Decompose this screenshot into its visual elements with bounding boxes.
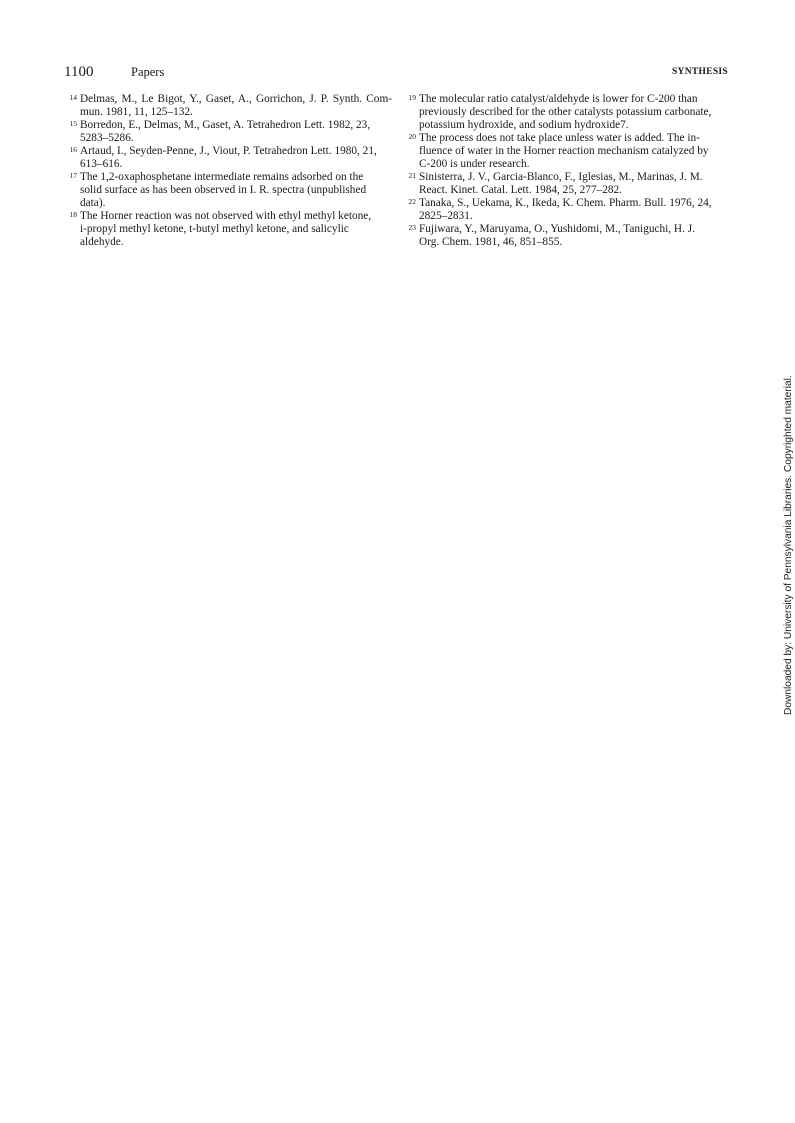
reference-number: 15	[69, 119, 77, 128]
reference-line: Fujiwara, Y., Maruyama, O., Yushidomi, M., Taniguchi, H. J.	[419, 223, 695, 235]
reference-number: 20	[408, 132, 416, 141]
reference-number: 23	[408, 223, 416, 232]
reference-note	[400, 93, 731, 132]
reference-number: 18	[69, 210, 77, 219]
page-header	[64, 64, 728, 82]
reference-line: The 1,2-oxaphosphetane intermediate remains adsorbed on the	[80, 171, 364, 183]
reference-line: i-propyl methyl ketone, t-butyl methyl ketone, and salicylic	[80, 223, 349, 235]
reference-line: aldehyde.	[80, 236, 124, 248]
reference-number: 21	[408, 171, 416, 180]
download-notice	[782, 355, 795, 715]
reference-line: Artaud, I., Seyden-Penne, J., Viout, P. Tetrahedron Lett. 1980, 21,	[80, 145, 377, 157]
reference-note	[61, 171, 392, 210]
reference-number: 22	[408, 197, 416, 206]
reference-line: solid surface as has been observed in I. R. spectra (unpublished	[80, 184, 367, 196]
reference-number: 19	[408, 93, 416, 102]
reference-note	[61, 93, 392, 119]
reference-note	[400, 197, 731, 223]
reference-line: fluence of water in the Horner reaction mechanism catalyzed by	[419, 145, 709, 157]
reference-line: Borredon, E., Delmas, M., Gaset, A. Tetrahedron Lett. 1982, 23,	[80, 119, 371, 131]
reference-line: C-200 is under research.	[419, 158, 530, 170]
reference-number: 14	[69, 93, 77, 102]
references-right-column	[400, 93, 731, 249]
reference-note	[61, 210, 392, 249]
reference-line: Org. Chem. 1981, 46, 851–855.	[419, 236, 563, 248]
reference-line: The process does not take place unless water is added. The in-	[419, 132, 700, 144]
reference-number: 16	[69, 145, 77, 154]
reference-line: previously described for the other catalysts potassium carbonate,	[419, 106, 712, 118]
reference-line: potassium hydroxide, and sodium hydroxide7.	[419, 119, 629, 131]
page-number: 1100	[64, 64, 94, 80]
reference-note	[400, 171, 731, 197]
reference-line: React. Kinet. Catal. Lett. 1984, 25, 277–282.	[419, 184, 622, 196]
reference-line: Sinisterra, J. V., Garcia-Blanco, F., Iglesias, M., Marinas, J. M.	[419, 171, 703, 183]
reference-number: 17	[69, 171, 77, 180]
reference-note	[400, 132, 731, 171]
reference-line: mun. 1981, 11, 125–132.	[80, 106, 193, 118]
reference-note	[61, 145, 392, 171]
reference-line: Tanaka, S., Uekama, K., Ikeda, K. Chem. Pharm. Bull. 1976, 24,	[419, 197, 712, 209]
reference-note	[61, 119, 392, 145]
download-notice-text: Downloaded by: University of Pennsylvania Libraries. Copyrighted material.	[783, 375, 794, 715]
reference-line: The Horner reaction was not observed with ethyl methyl ketone,	[80, 210, 372, 222]
section-title: Papers	[131, 65, 165, 79]
reference-line: 613–616.	[80, 158, 123, 170]
references-left-column	[61, 93, 392, 249]
journal-name: SYNTHESIS	[671, 67, 728, 77]
reference-line: data).	[80, 197, 106, 209]
reference-line: Delmas, M., Le Bigot, Y., Gaset, A., Gorrichon, J. P. Synth. Com-	[80, 93, 392, 105]
reference-line: 2825–2831.	[419, 210, 473, 222]
reference-line: The molecular ratio catalyst/aldehyde is lower for C-200 than	[419, 93, 698, 105]
reference-line: 5283–5286.	[80, 132, 134, 144]
reference-note	[400, 223, 731, 249]
